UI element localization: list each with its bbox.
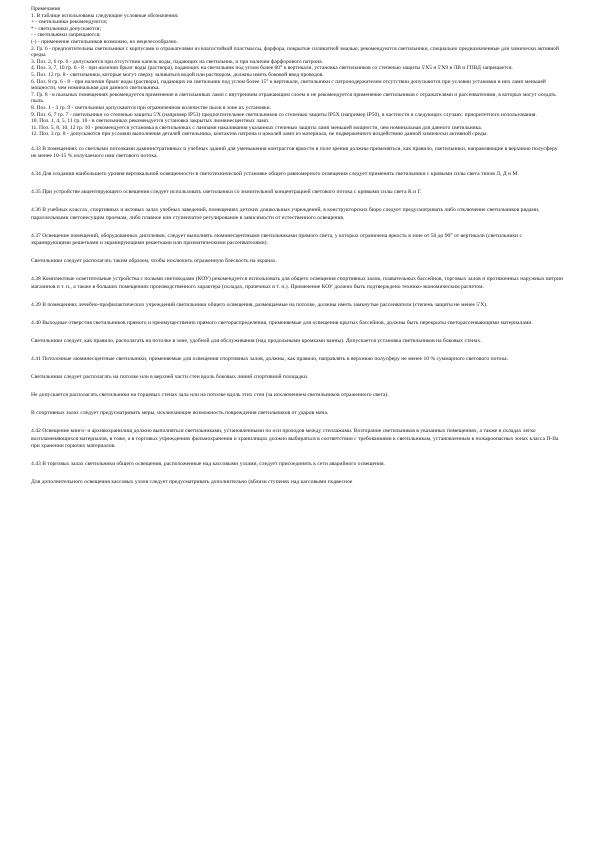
note-line: 11. Поз. 5, 8, 10, 12 гр. 10 - рекомендуется установка в светильниках с лампами накаливания указанных степенью защиты ламп меньшей мощности, чем номинальная для данного светильника. [31,124,483,131]
note-line: 5. Поз. 12 гр. 8 - светильники, которые могут сверху заливаться водой или раствором, должны иметь боковой ввод проводов. [31,71,324,78]
paragraph-4-36: 4.36 В учебных классах, спортивных и актовых залах учебных заведений, помещениях детских дошкольных учреждений, в конструкторских бюро следует предусматривать либо отключение светильников рядами, параллельными светонесущим проемам, либо плавное или ступенчатое регулирование в зависимости от естественного освещения. [31,207,540,221]
paragraph-text: Для дополнительного освещения кассовых узлов следует предусматривать дополнительно (вблизи ступенях над кассовыми подвесное [31,479,353,486]
note-line: 10. Поз. 1, 4, 5, 11 гр. 10 - в светильниках рекомендуется установка закрытых люминесцентных ламп. [31,118,270,125]
paragraph-4-41: 4.41 Потолочные люминесцентные светильники, применяемые для освещения спортивных залов, должны, как правило, направлять в верхнюю полусферу не менее 10 % суммарного светового потока. [31,356,508,362]
note-line: (-) - применение светильников возможно, но нецелесообразно. [31,38,178,45]
paragraph-text: В спортивных залах следует предусматривать меры, исключающие возможность повреждения светильников от ударов мяча. [31,410,329,417]
note-line: 7. Гр. 8 - в пыльных помещениях рекомендуется применение в светильниках ламп с внутренним отражающим слоем и не рекомендуется применение светильников с отражателями и рассеивателями, в которых могут оседать пыль. [31,91,556,105]
paragraph-4-38: 4.38 Комплектные осветительные устройства с полыми световодами (КОУ) рекомендуется использовать для общего освещения спортивных залов, плавательных бассейнов, торговых залов и протяженных наружных витрин магазинов и т. п., а также в больших помещениях производственного характера (складах, прачечных и т. п.). Применение КОУ должно быть подтверждено технико-экономическим расчетом. [31,276,563,290]
note-line: * - светильники допускаются; [31,25,101,32]
paragraph-4-35: 4.35 При устройстве акцентирующего освещения следует использовать светильники со значительной концентрацией светового потока с кривыми силы света К и Г. [31,189,422,196]
paragraph-4-37: 4.37 Освещение помещений, оборудованных дисплеями, следует выполнять люминесцентными светильниками прямого света, у которых ограничена яркость в зоне от 50 до 90° от вертикали (светильники с экранирующими решетками и экранирующими решетками или призматическими рассеивателями). [31,232,522,247]
paragraph-4-34: 4.34 Для создания наибольшего уровня вертикальной освещенности в светотехнической установке общего равномерного освещения следует применять светильники с кривыми силы света типов Л, Д и М. [31,171,519,178]
paragraph-4-42: 4.42 Освещение книго- и архивохранилищ должно выполняться светильниками, установленными по оси проходов между стеллажами. Возгорание светильников в указанных помещениях, а также в складах легко воспламеняющихся материалов, в тоже, а в торговых учреждениях фильмохранения и хранилищах должно выбираться в соответствии с требованиями к светильникам, установленным в пожароопасных зонах класса П-IIa при хранении горючих материалов. [31,428,559,449]
paragraph-text: Не допускается располагать светильники на торцевых стенах зала или на потолке вдоль этих стен (за исключением светильников отраженного света). [31,392,389,399]
paragraph-text: Светильники следует, как правило, располагать на потолке в зоне, удобной для обслуживания (над продольными кромками ванны). Допускается установка светильников на боковых стенах. [31,337,482,344]
paragraph-4-33: 4.33 В помещениях со светлыми потолками административных и учебных зданий для уменьшения контрастов яркости в поле зрения должны применяться, как правило, светильники, направляющие в верхнюю полусферу не менее 10-15 % излучаемого ими светового потока. [31,145,558,160]
paragraph-4-43: 4.43 В торговых залах светильники общего освещения, расположенные над кассовыми узлами, следует присоединять к сети аварийного освещения. [31,461,385,468]
note-line: 4. Поз. 3, 7, 10 гр. 6 - 8 - при наличии брызг воды (раствора), падающих на светильник под углом более 60° к вертикали, установка светильников со степенью защиты 5'Х5 и 5'Х9 в ЛВ и ГПВД запрещается. [31,65,513,72]
note-line: 8. Поз. 1 - 3 гр. 9 - светильники допускаются при ограниченном количестве пыли в зоне их установки. [31,104,271,111]
note-line: 6. Поз. 8 гр. 6 - 8 - при наличии брызг воды (раствора), падающих на светильник под углом более 15° к вертикали, светильники с патронодержателем отсутствии допускаются при условии установки в них ламп меньшей мощности, чем номинальная для данного светильника. [31,78,546,92]
note-line: 12. Поз. 3 гр. 8 - допускаются при условии выполнения деталей светильника, контактов патрона и цоколей ламп из материала, не подверженного воздействию данной химически активной среды. [31,131,488,138]
paragraph-text: Светильники следует располагать на потолке или в верхней части стен вдоль боковых линий спортивной площадки. [31,374,309,381]
notes-heading: Примечания [31,6,61,12]
paragraph-4-40: 4.40 Выходные отверстия светильников прямого и преимущественно прямого светораспределения, применяемые для освещения крытых бассейнов, должны быть перекрыты светорассеивающими материалами. [31,319,533,326]
note-line: 3. Поз. 2, 6 гр. 6 - допускаются при отсутствии капель воды, падающих на светильник, и при наличии фарфорового патрона. [31,58,323,65]
paragraph-text: Светильники следует располагать таким образом, чтобы исключить отраженную блескость на экранах. [31,258,277,265]
table-notes [31,6,563,138]
document-page [31,6,563,494]
note-line: 2. Гр. 6 - предпочтительны светильники с корпусами и отражателями из влагостойкой пластмассы, фарфора, покрытые силикатной эмалью; рекомендуются светильники, специально предназначенные для химически активной среды. [31,45,559,59]
paragraph-4-39: 4.39 В помещениях лечебно-профилактических учреждений светильники общего освещения, размещаемые на потолке, должны иметь замкнутые рассеиватели (степень защиты не менее 5'Х). [31,301,488,308]
note-line: 1. В таблице использованы следующие условные обозначения: [31,12,179,19]
note-line: + - светильники рекомендуются; [31,19,108,26]
note-line: 9. Поз. 6, 7 гр. 7 - светильники со степенью защиты 5'Х (например IP53) предпочтительнее светильников со степенью защиты IP5Х (например IP50), в частности в следующих случаях: приоритетного использования. [31,111,537,118]
note-line: - - светильники запрещаются; [31,32,101,39]
